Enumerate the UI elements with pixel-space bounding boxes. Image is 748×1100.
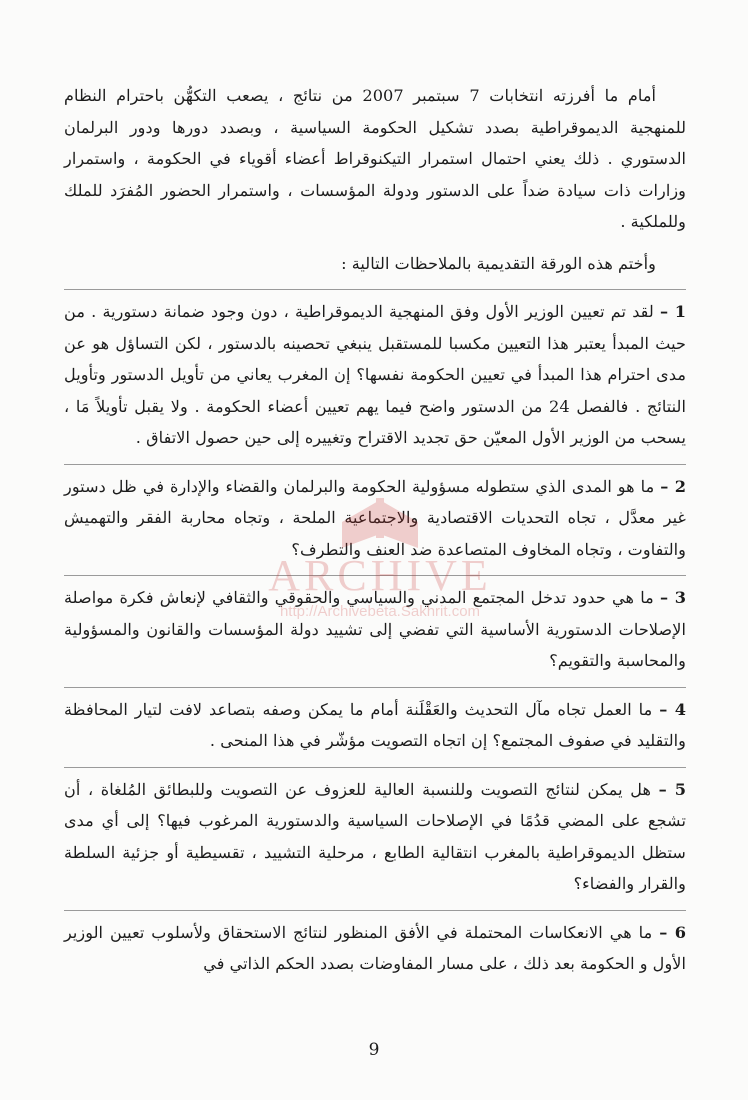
intro-paragraph: أمام ما أفرزته انتخابات 7 سبتمبر 2007 من نتائج ، يصعب التكهُّن باحترام النظام للمنهجية الديموقراطية بصدد تشكيل الحكومة السياسية ، وبصدد دورها ودور البرلمان الدستوري . ذلك يعني احتمال استمرار التيكنوقراط أعضاء أقوياء في الحكومة ، واستمرار وزارات ذات سيادة ضداً على الدستور ودولة المؤسسات ، واستمرار الحضور المُفرَد للملك وللملكية .: [64, 86, 686, 231]
numbered-item-3: [64, 575, 686, 677]
closing-remarks-intro: وأختم هذه الورقة التقديمية بالملاحظات التالية :: [341, 253, 656, 273]
article-body: [64, 80, 686, 990]
item-text: ما هي حدود تدخل المجتمع المدني والسياسي والحقوقي والثقافي لإنعاش فكرة مواصلة الإصلاحات الدستورية الأساسية التي تفضي إلى تشييد دولة المؤسسات والقانون والمسؤولية والمحاسبة والتقويم؟: [64, 588, 686, 670]
numbered-item-5: [64, 767, 686, 900]
page-number: 9: [368, 1040, 380, 1060]
watermark-url: http://Archivebeta.Sakhrit.com: [279, 603, 481, 620]
item-number: 2 –: [660, 476, 686, 496]
item-number: 3 –: [659, 588, 686, 607]
watermark-brand: ARCHIVE: [268, 551, 492, 600]
item-text: ما العمل تجاه مآل التحديث والعَقْلَنة أمام ما يمكن وصفه بتصاعد لافت لتيار المحافظة والتقليد في صفوف المجتمع؟ إن اتجاه التصويت مؤشّر في هذا المنحى .: [64, 699, 686, 750]
numbered-item-4: [64, 687, 686, 757]
item-text: لقد تم تعيين الوزير الأول وفق المنهجية الديموقراطية ، دون وجود ضمانة دستورية . من حيث المبدأ يعتبر هذا التعيين مكسبا للمستقبل ينبغي تحصينه بالدستور ، لكن التساؤل هو عن مدى احترام هذا المبدأ في تعيين الحكومة نفسها؟ إن المغرب يعاني من تأويل الدستور وتأويل النتائج . فالفصل 24 من الدستور واضح فيما يهم تعيين أعضاء الحكومة . ولا يقبل تأويلاً مَا ، يسحب من الوزير الأول المعيّن حق تجديد الاقتراح وتغييره إلى حين حصول الاتفاق .: [64, 302, 686, 447]
numbered-item-6: [64, 910, 686, 980]
item-number: 6 –: [659, 922, 686, 942]
item-number: 1 –: [659, 302, 686, 321]
item-text: ما هي الانعكاسات المحتملة في الأفق المنظور لنتائج الاستحقاق ولأسلوب تعيين الوزير الأول و الحكومة بعد ذلك ، على مسار المفاوضات بصدد الحكم الذاتي في: [64, 922, 686, 973]
item-number: 4 –: [659, 699, 686, 719]
item-text: ما هو المدى الذي ستطوله مسؤولية الحكومة والبرلمان والقضاء والإدارة في ظل دستور غير معدَّل ، تجاه التحديات الاقتصادية والاجتماعية الملحة ، وتجاه محاربة الفقر والتهميش والتفاوت ، وتجاه المخاوف المتصاعدة ضد العنف والتطرف؟: [64, 476, 686, 559]
numbered-item-2: [64, 464, 686, 566]
numbered-item-1: [64, 289, 686, 454]
item-text: هل يمكن لنتائج التصويت وللنسبة العالية للعزوف عن التصويت وللبطائق المُلغاة ، أن تشجع على المضي قدُمًا في الإصلاحات السياسية والدستورية المرغوب فيها؟ إلى أي مدى ستظل الديموقراطية بالمغرب انتقالية الطابع ، مرحلية التشييد ، تقسيطية أو جزئية السلطة والقرار والفضاء؟: [64, 779, 686, 893]
item-number: 5 –: [658, 779, 686, 799]
